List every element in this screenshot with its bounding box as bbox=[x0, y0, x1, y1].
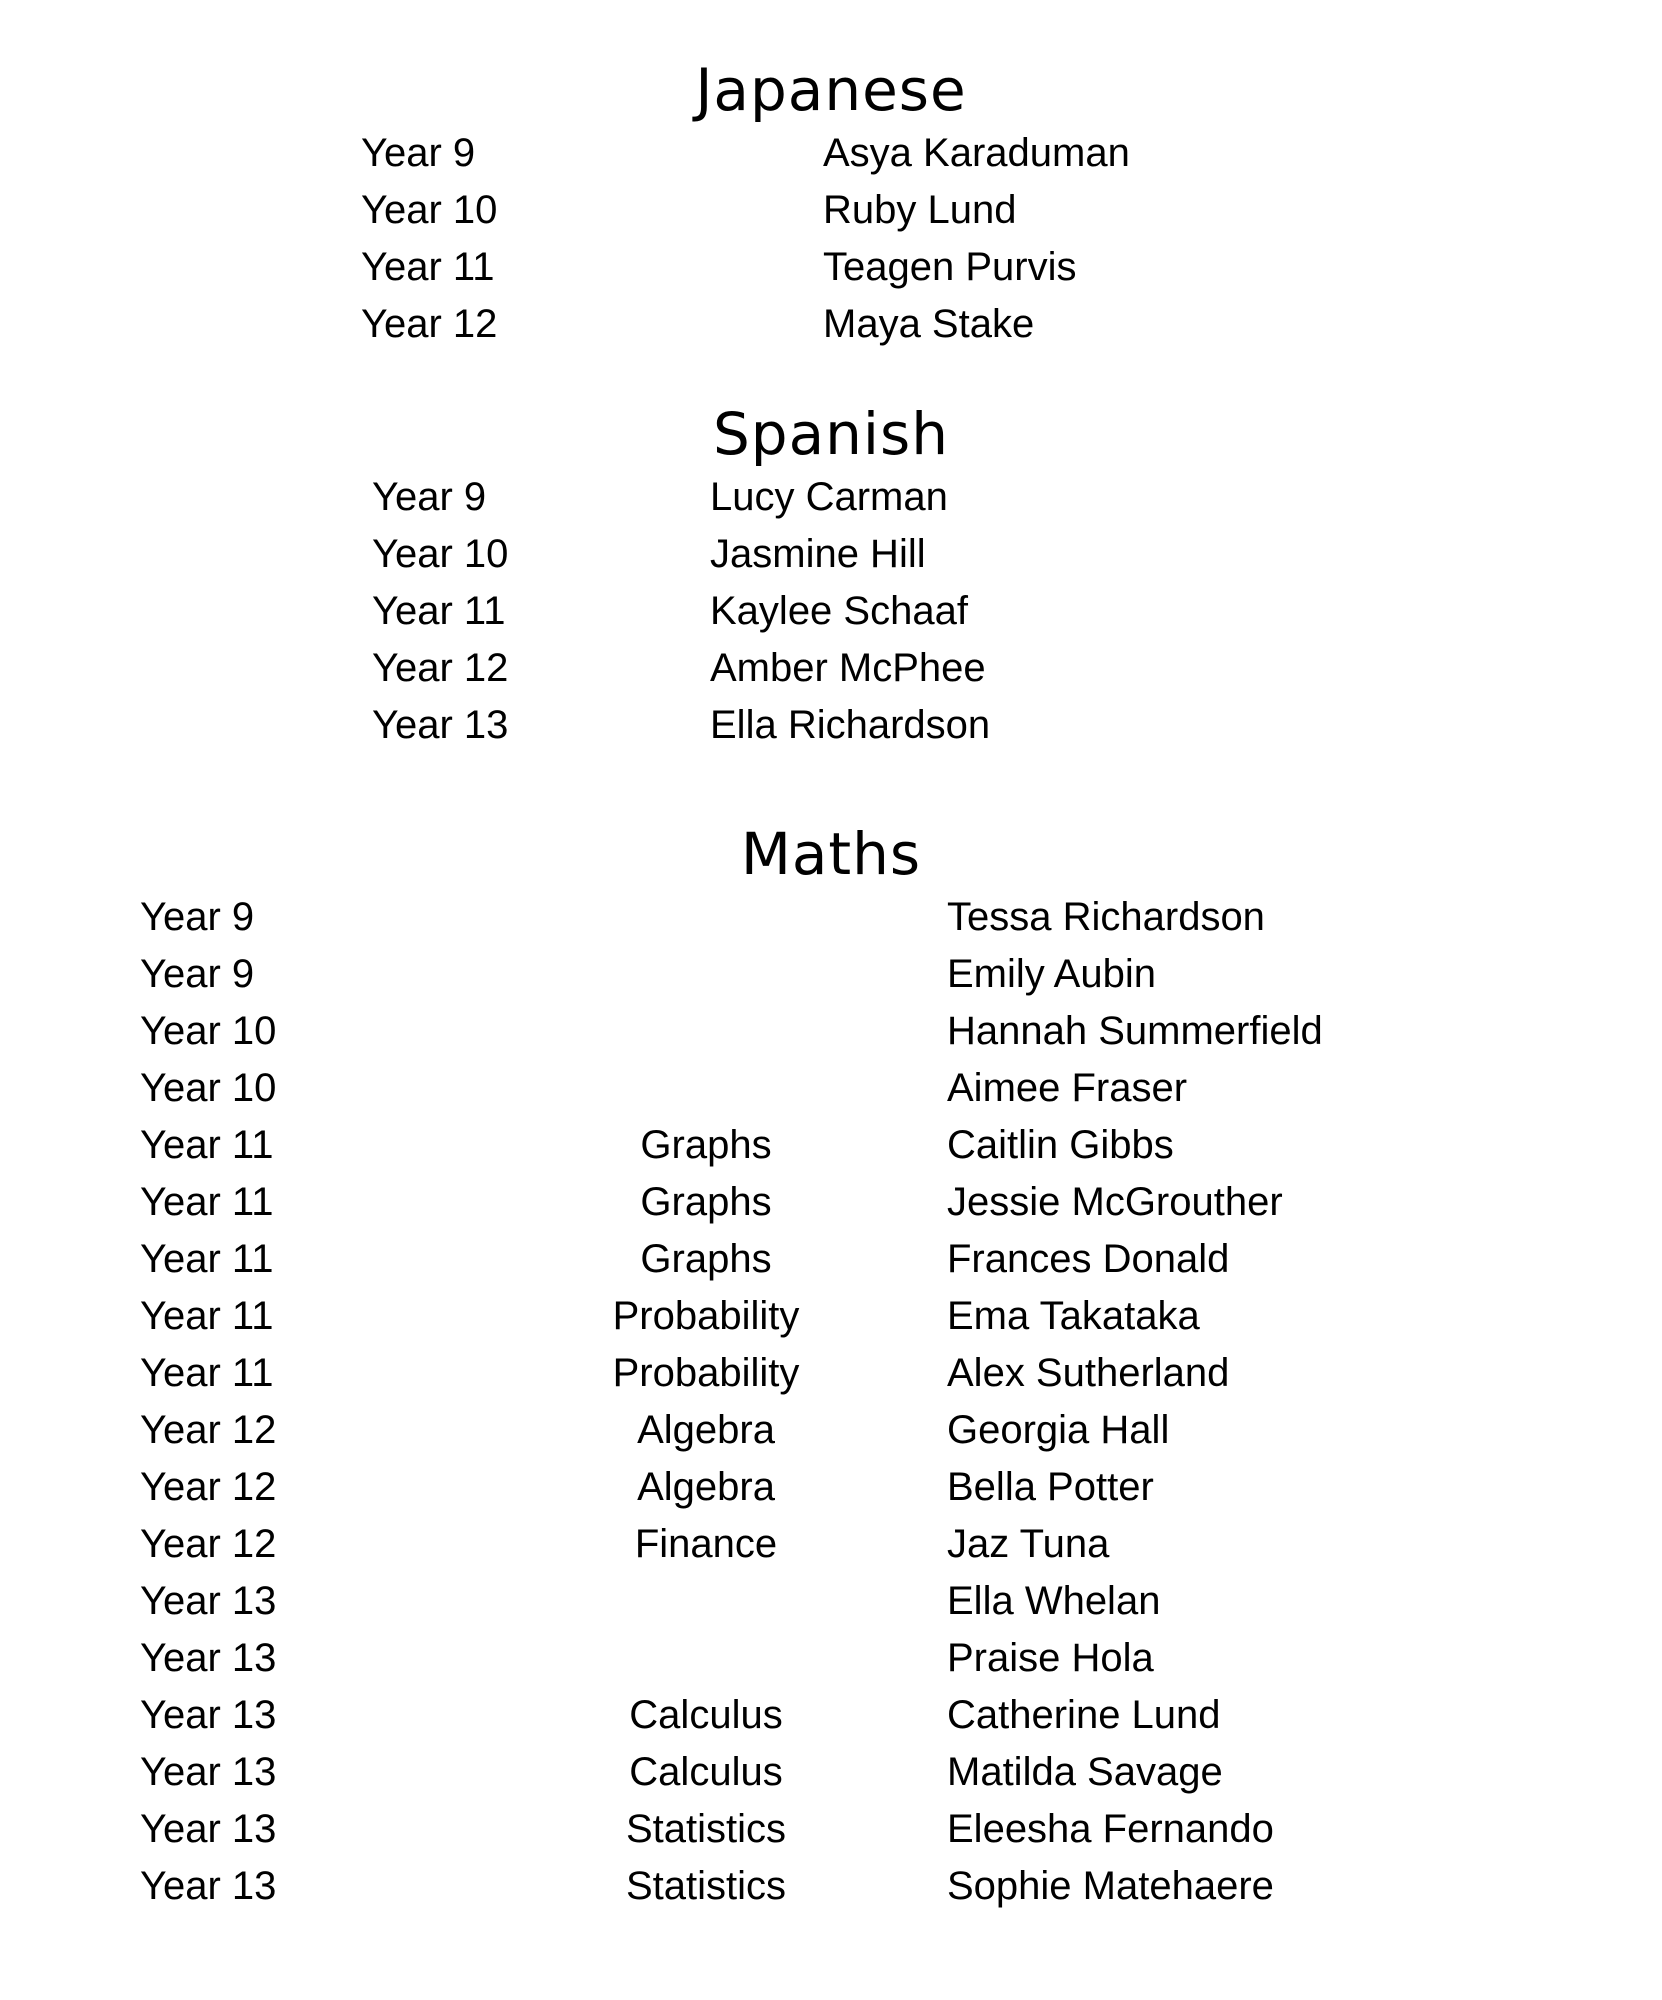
maths-student: Catherine Lund bbox=[947, 1693, 1221, 1737]
japanese-student: Teagen Purvis bbox=[823, 245, 1077, 289]
maths-student: Alex Sutherland bbox=[947, 1351, 1230, 1395]
maths-year: Year 13 bbox=[140, 1636, 277, 1680]
spanish-year: Year 10 bbox=[372, 532, 509, 576]
maths-year: Year 11 bbox=[140, 1237, 274, 1281]
maths-topic: Graphs bbox=[640, 1123, 772, 1167]
maths-heading: Maths bbox=[740, 820, 922, 888]
spanish-student: Lucy Carman bbox=[710, 475, 948, 519]
spanish-year: Year 9 bbox=[372, 475, 487, 519]
maths-year: Year 12 bbox=[140, 1522, 277, 1566]
maths-year: Year 10 bbox=[140, 1009, 277, 1053]
maths-topic: Probability bbox=[612, 1351, 800, 1395]
japanese-year: Year 12 bbox=[361, 302, 498, 346]
maths-year: Year 12 bbox=[140, 1465, 277, 1509]
maths-student: Ella Whelan bbox=[947, 1579, 1161, 1623]
maths-student: Ema Takataka bbox=[947, 1294, 1200, 1338]
maths-topic: Probability bbox=[612, 1294, 800, 1338]
maths-student: Caitlin Gibbs bbox=[947, 1123, 1174, 1167]
maths-year: Year 9 bbox=[140, 895, 255, 939]
maths-topic: Statistics bbox=[625, 1807, 787, 1851]
maths-topic: Graphs bbox=[640, 1180, 772, 1224]
maths-student: Frances Donald bbox=[947, 1237, 1230, 1281]
maths-year: Year 13 bbox=[140, 1579, 277, 1623]
maths-year: Year 10 bbox=[140, 1066, 277, 1110]
maths-topic: Finance bbox=[634, 1522, 778, 1566]
maths-student: Matilda Savage bbox=[947, 1750, 1223, 1794]
spanish-student: Jasmine Hill bbox=[710, 532, 926, 576]
maths-year: Year 11 bbox=[140, 1123, 274, 1167]
maths-year: Year 11 bbox=[140, 1180, 274, 1224]
maths-student: Jaz Tuna bbox=[947, 1522, 1110, 1566]
japanese-year: Year 11 bbox=[361, 245, 495, 289]
maths-topic: Graphs bbox=[640, 1237, 772, 1281]
maths-year: Year 13 bbox=[140, 1693, 277, 1737]
maths-topic: Algebra bbox=[637, 1465, 775, 1509]
spanish-year: Year 11 bbox=[372, 589, 506, 633]
maths-year: Year 12 bbox=[140, 1408, 277, 1452]
spanish-year: Year 13 bbox=[372, 703, 509, 747]
maths-topic: Calculus bbox=[629, 1693, 783, 1737]
spanish-heading: Spanish bbox=[712, 400, 950, 468]
spanish-student: Kaylee Schaaf bbox=[710, 589, 968, 633]
maths-year: Year 11 bbox=[140, 1351, 274, 1395]
maths-student: Jessie McGrouther bbox=[947, 1180, 1283, 1224]
maths-student: Praise Hola bbox=[947, 1636, 1154, 1680]
japanese-heading: Japanese bbox=[695, 56, 967, 124]
japanese-student: Maya Stake bbox=[823, 302, 1035, 346]
maths-year: Year 13 bbox=[140, 1750, 277, 1794]
japanese-student: Ruby Lund bbox=[823, 188, 1017, 232]
maths-topic: Statistics bbox=[625, 1864, 787, 1908]
maths-student: Emily Aubin bbox=[947, 952, 1156, 996]
spanish-student: Amber McPhee bbox=[710, 646, 986, 690]
japanese-student: Asya Karaduman bbox=[823, 131, 1130, 175]
maths-year: Year 13 bbox=[140, 1807, 277, 1851]
maths-year: Year 13 bbox=[140, 1864, 277, 1908]
maths-topic: Algebra bbox=[637, 1408, 775, 1452]
maths-topic: Calculus bbox=[629, 1750, 783, 1794]
japanese-year: Year 10 bbox=[361, 188, 498, 232]
maths-year: Year 11 bbox=[140, 1294, 274, 1338]
japanese-year: Year 9 bbox=[361, 131, 476, 175]
maths-student: Georgia Hall bbox=[947, 1408, 1170, 1452]
maths-student: Hannah Summerfield bbox=[947, 1009, 1323, 1053]
maths-student: Eleesha Fernando bbox=[947, 1807, 1274, 1851]
spanish-student: Ella Richardson bbox=[710, 703, 991, 747]
maths-student: Aimee Fraser bbox=[947, 1066, 1188, 1110]
spanish-year: Year 12 bbox=[372, 646, 509, 690]
maths-year: Year 9 bbox=[140, 952, 255, 996]
maths-student: Bella Potter bbox=[947, 1465, 1154, 1509]
maths-student: Tessa Richardson bbox=[947, 895, 1265, 939]
maths-student: Sophie Matehaere bbox=[947, 1864, 1274, 1908]
